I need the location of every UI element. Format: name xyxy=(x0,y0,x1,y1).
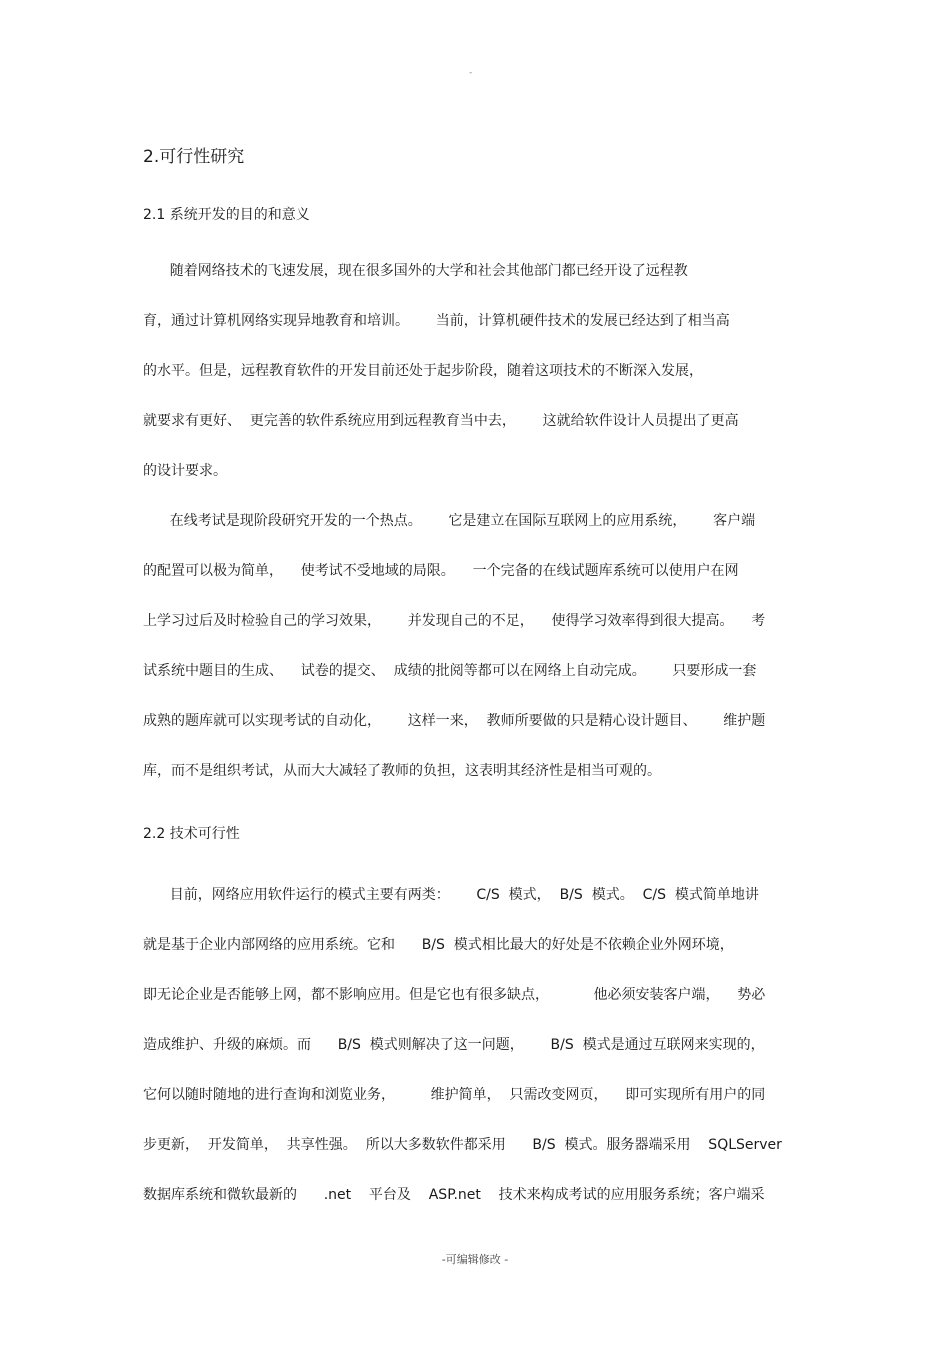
paragraph-line: 在线考试是现阶段研究开发的一个热点。 它是建立在国际互联网上的应用系统， 客户端 xyxy=(143,513,756,529)
paragraph-line: 就是基于企业内部网络的应用系统。它和 B/S 模式相比最大的好处是不依赖企业外网环境， xyxy=(143,937,734,953)
paragraph-line: 即无论企业是否能够上网，都不影响应用。但是它也有很多缺点， 他必须安装客户端， 势必 xyxy=(143,987,766,1003)
paragraph-line: 育，通过计算机网络实现异地教育和培训。 当前，计算机硬件技术的发展已经达到了相当高 xyxy=(143,313,730,329)
paragraph-line: 上学习过后及时检验自己的学习效果， 并发现自己的不足， 使得学习效率得到很大提高。 考 xyxy=(143,613,766,629)
subsection-title-technical: 2.2 技术可行性 xyxy=(143,826,240,842)
paragraph-line: 数据库系统和微软最新的 .net 平台及 ASP.net 技术来构成考试的应用服务系统；客户端采 xyxy=(143,1187,765,1203)
page-header-mark: - xyxy=(469,68,473,78)
paragraph-line: 就要求有更好、 更完善的软件系统应用到远程教育当中去， 这就给软件设计人员提出了更高 xyxy=(143,413,739,429)
paragraph-line: 成熟的题库就可以实现考试的自动化， 这样一来， 教师所要做的只是精心设计题目、 维护题 xyxy=(143,713,766,729)
page-footer: -可编辑修改 - xyxy=(441,1253,509,1266)
paragraph-line: 的设计要求。 xyxy=(143,463,227,479)
paragraph-line: 目前，网络应用软件运行的模式主要有两类： C/S 模式， B/S 模式。 C/S 模式简单地讲 xyxy=(143,887,759,903)
paragraph-line: 的水平。但是，远程教育软件的开发目前还处于起步阶段，随着这项技术的不断深入发展， xyxy=(143,363,703,379)
paragraph-line: 步更新， 开发简单， 共享性强。 所以大多数软件都采用 B/S 模式。服务器端采用 SQLServer xyxy=(143,1137,782,1153)
subsection-title-purpose: 2.1 系统开发的目的和意义 xyxy=(143,207,310,223)
paragraph-line: 的配置可以极为简单， 使考试不受地域的局限。 一个完备的在线试题库系统可以使用户在网 xyxy=(143,563,739,579)
paragraph-line: 随着网络技术的飞速发展，现在很多国外的大学和社会其他部门都已经开设了远程教 xyxy=(143,263,688,279)
paragraph-line: 试系统中题目的生成、 试卷的提交、 成绩的批阅等都可以在网络上自动完成。 只要形成一套 xyxy=(143,663,757,679)
paragraph-line: 它何以随时随地的进行查询和浏览业务， 维护简单， 只需改变网页， 即可实现所有用户的同 xyxy=(143,1087,766,1103)
paragraph-line: 库，而不是组织考试，从而大大减轻了教师的负担，这表明其经济性是相当可观的。 xyxy=(143,763,661,779)
section-title-feasibility: 2.可行性研究 xyxy=(143,147,245,167)
paragraph-line: 造成维护、升级的麻烦。而 B/S 模式则解决了这一问题， B/S 模式是通过互联网来实现的， xyxy=(143,1037,765,1053)
